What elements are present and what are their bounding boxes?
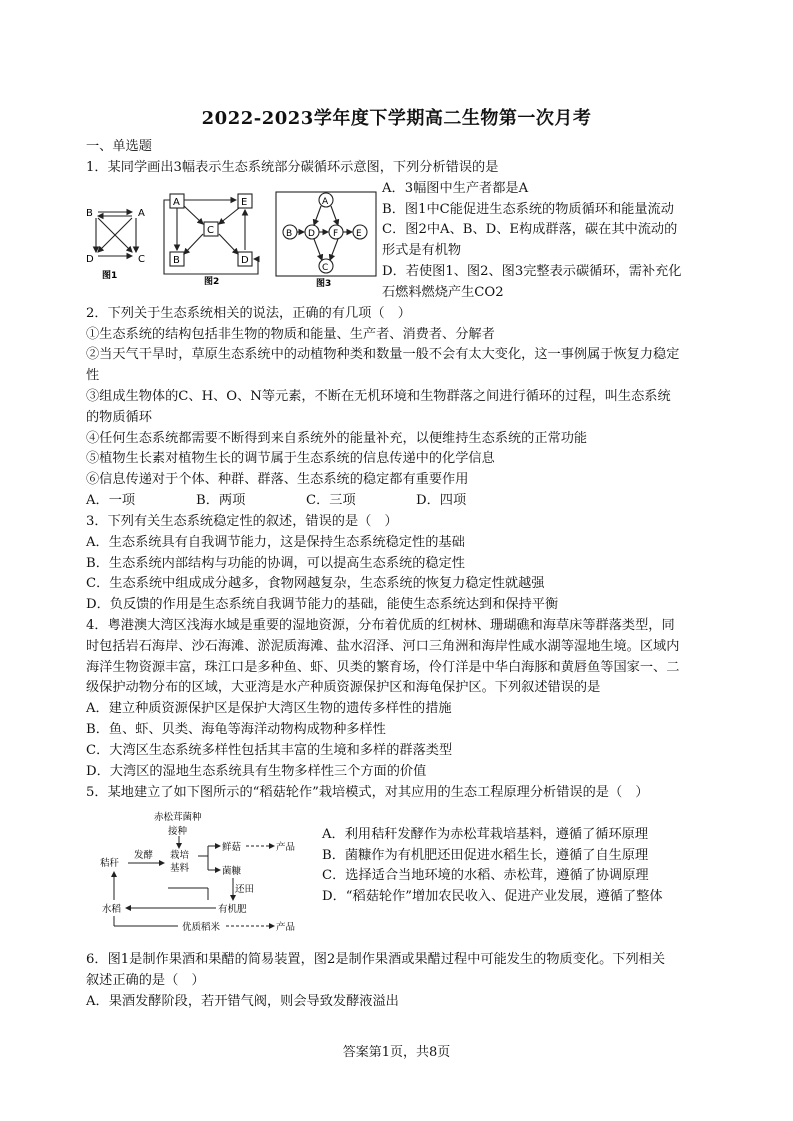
fig2-node-d: D xyxy=(241,255,249,266)
fig3-node-c: C xyxy=(322,263,329,273)
q3-option-b: B．生态系统内部结构与功能的协调，可以提高生态系统的稳定性 xyxy=(86,556,465,571)
page-footer: 答案第1页，共8页 xyxy=(342,1045,451,1060)
q2-item-5: ⑤植物生长素对植物生长的调节属于生态系统的信息传递中的化学信息 xyxy=(86,451,495,466)
q5-stem: 5．某地建立了如下图所示的“稻菇轮作”栽培模式，对其应用的生态工程原理分析错误的是（ ） xyxy=(86,785,649,800)
q2-item-2-cont: 性 xyxy=(86,368,100,383)
fig1-node-a: A xyxy=(138,208,145,219)
q5-label-fajiao: 发酵 xyxy=(134,850,154,861)
q5-option-a: A．利用秸秆发酵作为赤松茸栽培基料，遵循了循环原理 xyxy=(322,827,649,842)
q6-option-a: A．果酒发酵阶段，若开错气阀，则会导致发酵液溢出 xyxy=(86,994,399,1009)
fig1-node-c: C xyxy=(138,254,145,265)
q2-option-c: C．三项 xyxy=(306,493,356,508)
q2-item-1: ①生态系统的结构包括非生物的物质和能量、生产者、消费者、分解者 xyxy=(86,327,495,342)
q5-label-youjifei: 有机肥 xyxy=(218,904,247,915)
q3-option-d: D．负反馈的作用是生态系统自我调节能力的基础，能使生态系统达到和保持平衡 xyxy=(86,597,559,612)
q5-label-huantian: 还田 xyxy=(235,884,255,895)
fig1-label: 图1 xyxy=(102,271,118,281)
q6-stem-1: 6．图1是制作果酒和果醋的简易装置，图2是制作果酒或果醋过程中可能发生的物质变化。下列相关 xyxy=(86,952,666,967)
fig2-label: 图2 xyxy=(204,277,220,287)
q5-label-zaipei2: 基料 xyxy=(170,863,190,874)
fig3-node-e: E xyxy=(356,229,362,239)
q1-option-d-cont: 石燃料燃烧产生CO2 xyxy=(382,285,504,300)
q5-label-chanpin1: 产品 xyxy=(276,842,296,853)
q2-item-3: ③组成生物体的C、H、O、N等元素，不断在无机环境和生物群落之间进行循环的过程，叫生态系统 xyxy=(86,389,671,404)
q2-stem: 2．下列关于生态系统相关的说法，正确的有几项（ ） xyxy=(86,306,411,321)
q5-option-b: B．菌糠作为有机肥还田促进水稻生长，遵循了自生原理 xyxy=(322,848,649,863)
q2-option-a: A．一项 xyxy=(86,493,136,508)
q2-item-2: ②当天气干旱时，草原生态系统中的动植物种类和数量一般不会有太大变化，这一事例属于恢复力稳定 xyxy=(86,347,680,362)
q5-option-c: C．选择适合当地环境的水稻、赤松茸，遵循了协调原理 xyxy=(322,868,649,883)
q5-label-zaipei1: 栽培 xyxy=(170,850,190,861)
figure-1 xyxy=(96,212,136,256)
q4-option-a: A．建立种质资源保护区是保护大湾区生物的遗传多样性的措施 xyxy=(86,701,452,716)
q5-label-junkang: 菌糠 xyxy=(222,866,242,877)
fig2-node-a: A xyxy=(173,197,180,208)
q2-options xyxy=(86,491,526,511)
q1-option-c: C．图2中A、B、D、E构成群落，碳在其中流动的 xyxy=(382,222,678,237)
q2-option-b: B．两项 xyxy=(196,493,246,508)
fig3-label: 图3 xyxy=(316,279,332,289)
fig2-node-e: E xyxy=(241,197,248,208)
q5-option-d: D．“稻菇轮作”增加农民收入、促进产业发展，遵循了整体 xyxy=(322,889,663,904)
q5-label-youzhi: 优质稻米 xyxy=(182,922,221,933)
q1-stem: 1．某同学画出3幅表示生态系统部分碳循环示意图，下列分析错误的是 xyxy=(86,160,499,175)
q5-label-shuidao: 水稻 xyxy=(102,904,122,915)
q4-stem-3: 海洋生物资源丰富，珠江口是多种鱼、虾、贝类的繁育场，伶仃洋是中华白海豚和黄唇鱼等国家一、二 xyxy=(86,660,680,675)
fig3-node-d: D xyxy=(308,229,315,239)
fig3-node-f: F xyxy=(333,229,339,239)
page-title: 2022-2023学年度下学期高二生物第一次月考 xyxy=(201,108,592,129)
q2-option-d: D．四项 xyxy=(416,493,467,508)
q4-option-b: B．鱼、虾、贝类、海龟等海洋动物构成物种多样性 xyxy=(86,722,386,737)
q5-diagram xyxy=(96,808,316,938)
q1-option-b: B．图1中C能促进生态系统的物质循环和能量流动 xyxy=(382,202,674,217)
q3-option-a: A．生态系统具有自我调节能力，这是保持生态系统稳定性的基础 xyxy=(86,535,465,550)
fig3-node-b: B xyxy=(286,229,293,239)
q1-option-a: A．3幅图中生产者都是A xyxy=(382,181,529,196)
q4-stem-2: 时包括岩石海岸、沙石海滩、淤泥质海滩、盐水沼泽、河口三角洲和海岸性咸水湖等湿地生境。区域内 xyxy=(86,639,680,654)
q3-option-c: C．生态系统中组成成分越多，食物网越复杂，生态系统的恢复力稳定性就越强 xyxy=(86,576,545,591)
q6-stem-2: 叙述正确的是（ ） xyxy=(86,973,205,988)
q1-option-c-cont: 形式是有机物 xyxy=(382,243,462,258)
fig2-node-b: B xyxy=(173,255,180,266)
q4-stem-4: 级保护动物分布的区域，大亚湾是水产种质资源保护区和海龟保护区。下列叙述错误的是 xyxy=(86,680,601,695)
q2-item-4: ④任何生态系统都需要不断得到来自系统外的能量补充，以便维持生态系统的正常功能 xyxy=(86,431,588,446)
fig1-node-b: B xyxy=(86,208,93,219)
section-heading: 一、单选题 xyxy=(86,139,152,154)
q4-stem-1: 4．粤港澳大湾区浅海水域是重要的湿地资源，分布着优质的红树林、珊瑚礁和海草床等群落类型，同 xyxy=(86,618,675,633)
fig1-node-d: D xyxy=(86,254,94,265)
q5-label-chanpin2: 产品 xyxy=(276,922,296,933)
q2-item-6: ⑥信息传递对于个体、种群、群落、生态系统的稳定都有重要作用 xyxy=(86,472,469,487)
q5-label-xiangu: 鲜菇 xyxy=(222,842,242,853)
q5-label-jun: 赤松茸菌种 xyxy=(154,812,202,823)
q5-label-jiezhong: 接种 xyxy=(168,826,188,837)
fig2-node-c: C xyxy=(207,225,214,236)
q4-option-c: C．大湾区生态系统多样性包括其丰富的生境和多样的群落类型 xyxy=(86,743,453,758)
q1-figures xyxy=(84,182,384,292)
q1-option-d: D．若使图1、图2、图3完整表示碳循环，需补充化 xyxy=(382,264,682,279)
q5-label-jiegan: 秸秆 xyxy=(100,858,120,869)
q4-option-d: D．大湾区的湿地生态系统具有生物多样性三个方面的价值 xyxy=(86,764,427,779)
fig3-node-a: A xyxy=(322,197,329,207)
q2-item-3-cont: 的物质循环 xyxy=(86,410,152,425)
q3-stem: 3．下列有关生态系统稳定性的叙述，错误的是（ ） xyxy=(86,514,398,529)
